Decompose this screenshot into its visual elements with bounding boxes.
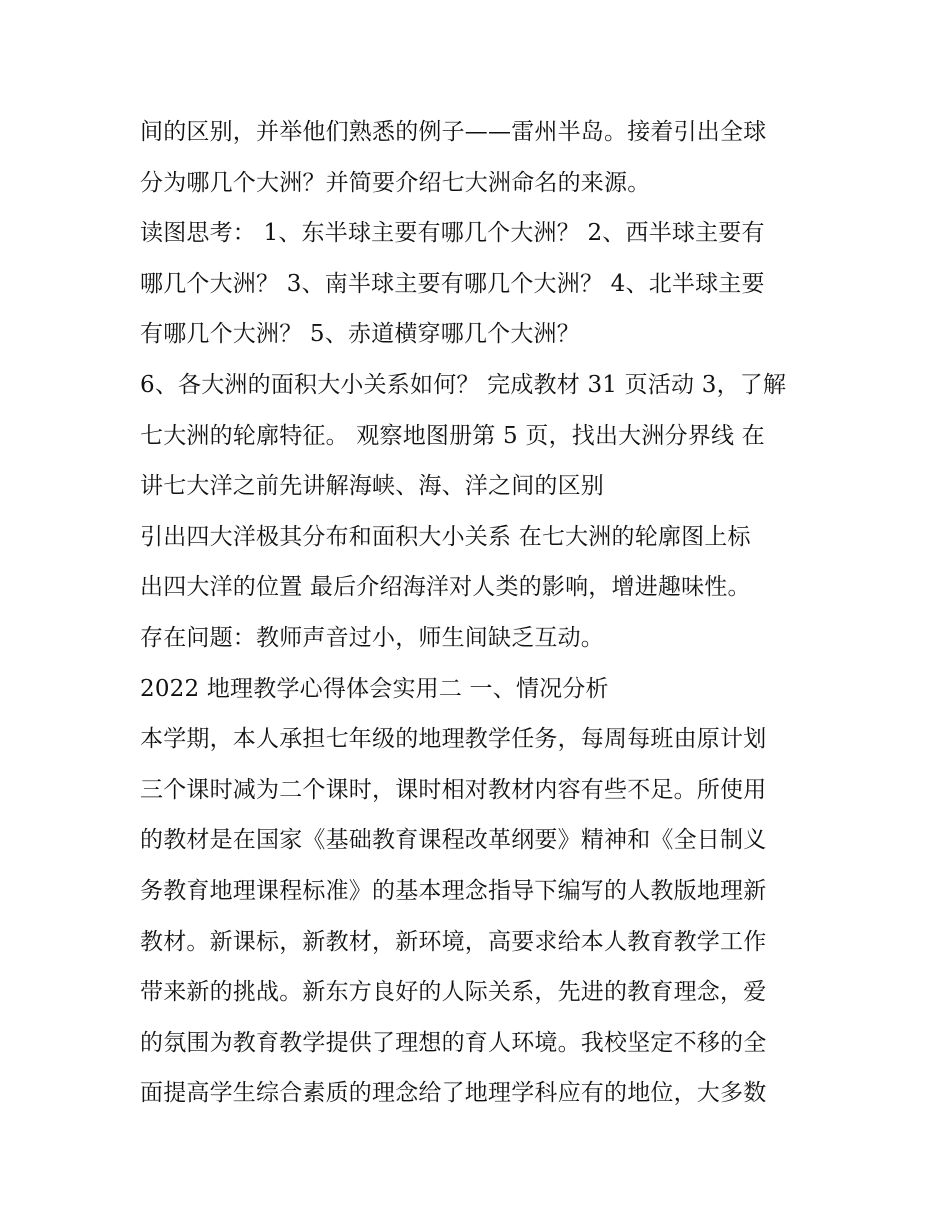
text-line: 讲七大洋之前先讲解海峡、海、洋之间的区别 <box>140 473 604 500</box>
text-line: 间的区别，并举他们熟悉的例子——雷州半岛。接着引出全球 <box>140 119 767 145</box>
section-heading: 2022 地理教学心得体会实用二 一、情况分析 <box>140 675 609 702</box>
text-line: 存在问题：教师声音过小，师生间缺乏互动。 <box>140 624 604 651</box>
text-line: 的氛围为教育教学提供了理想的育人环境。我校坚定不移的全 <box>140 1029 767 1056</box>
text-line: 有哪几个大洲？ 5、赤道横穿哪几个大洲？ <box>140 321 580 348</box>
text-line: 分为哪几个大洲？并简要介绍七大洲命名的来源。 <box>140 169 651 196</box>
text-line: 的教材是在国家《基础教育课程改革纲要》精神和《全日制义 <box>140 827 767 854</box>
text-line: 哪几个大洲？ 3、南半球主要有哪几个大洲？ 4、北半球主要 <box>140 270 765 297</box>
text-line: 读图思考： 1、东半球主要有哪几个大洲？ 2、西半球主要有 <box>140 220 765 247</box>
body-text <box>140 107 820 1119</box>
text-line: 本学期，本人承担七年级的地理教学任务，每周每班由原计划 <box>140 726 767 753</box>
text-line: 七大洲的轮廓特征。 观察地图册第 5 页，找出大洲分界线 在 <box>140 422 765 449</box>
text-line: 6、各大洲的面积大小关系如何？ 完成教材 31 页活动 3，了解 <box>140 371 787 398</box>
text-line: 带来新的挑战。新东方良好的人际关系，先进的教育理念，爱 <box>140 979 767 1006</box>
text-line: 面提高学生综合素质的理念给了地理学科应有的地位，大多数 <box>140 1080 767 1107</box>
text-line: 引出四大洋极其分布和面积大小关系 在七大洲的轮廓图上标 <box>140 523 751 550</box>
text-line: 教材。新课标，新教材，新环境，高要求给本人教育教学工作 <box>140 928 767 955</box>
text-line: 务教育地理课程标准》的基本理念指导下编写的人教版地理新 <box>140 877 767 904</box>
text-line: 出四大洋的位置 最后介绍海洋对人类的影响，增进趣味性。 <box>140 574 751 601</box>
text-line: 三个课时减为二个课时，课时相对教材内容有些不足。所使用 <box>140 776 767 803</box>
